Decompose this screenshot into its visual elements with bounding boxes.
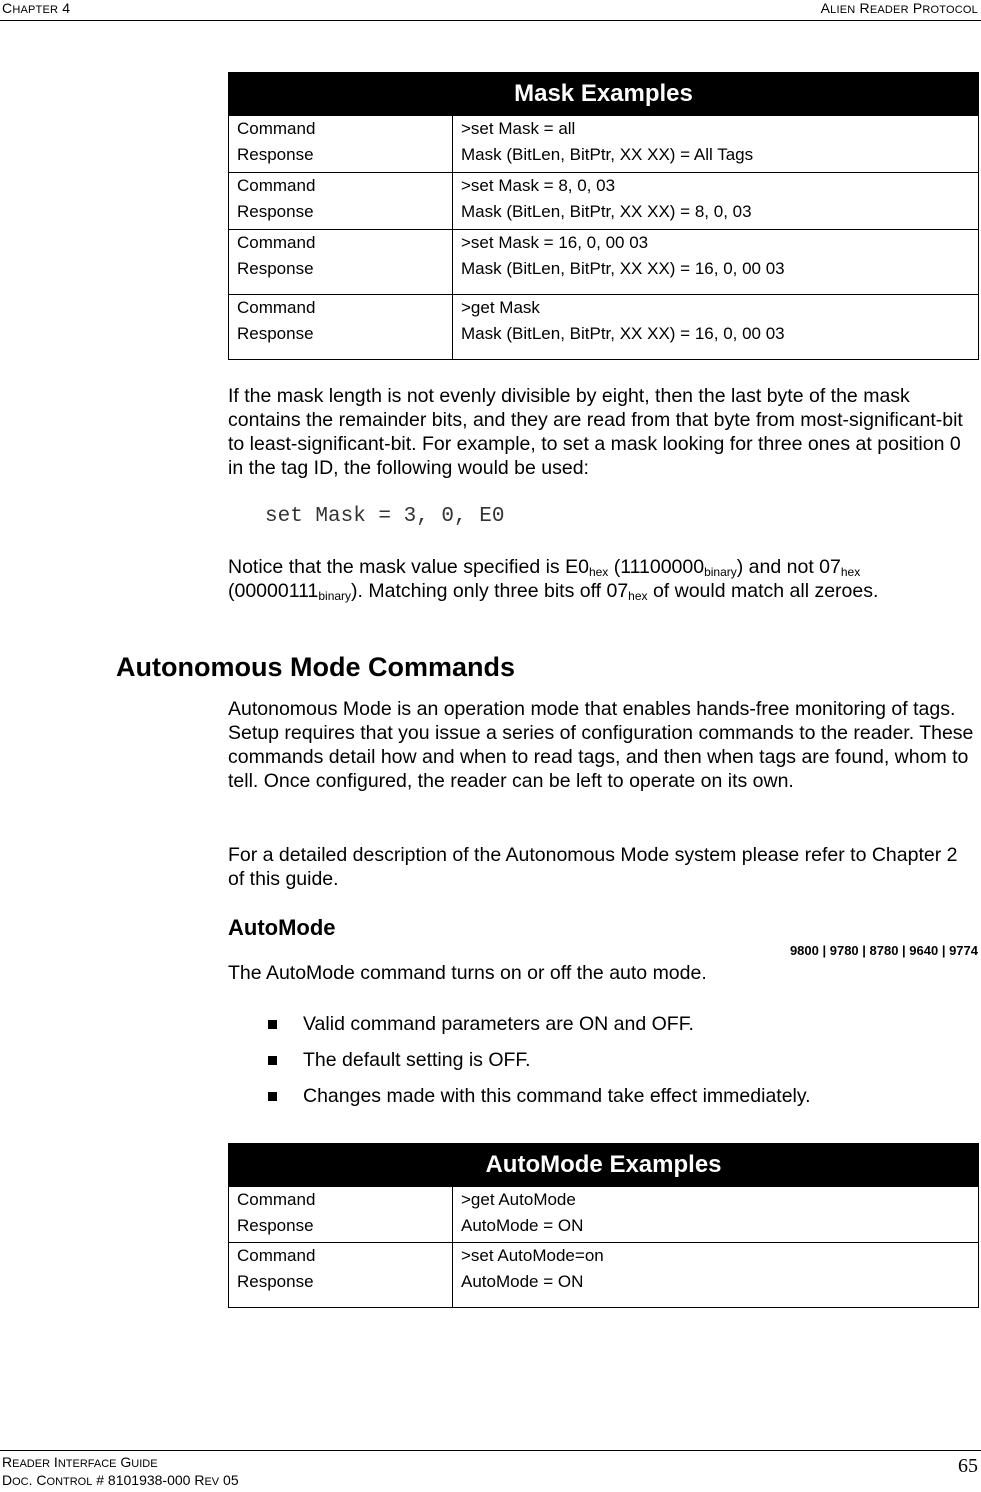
automode-description: The AutoMode command turns on or off the auto mode.: [228, 962, 707, 984]
footer-rule: [0, 1450, 981, 1451]
header-chapter: CHAPTER 4: [2, 0, 71, 16]
notice-paragraph: Notice that the mask value specified is $E0_{hex}$ $(11100000_{binary})$ and not $07_{hex}$ $(00000111_{binary})$. Matching only three bits off $07_{hex}$ of would match all zeroes.: [228, 556, 879, 603]
table-row: Command Response >get AutoMode AutoMode = ON: [229, 1187, 979, 1243]
footer-guide-title: READER INTERFACE GUIDE: [2, 1454, 158, 1470]
table-row: Command Response >get Mask Mask (BitLen, BitPtr, XX XX) = 16, 0, 00 03: [229, 295, 979, 360]
bullet-square-icon: [268, 1020, 277, 1029]
reader-models: 9800 | 9780 | 8780 | 9640 | 9774: [789, 943, 978, 958]
footer-doc-control: DOC. CONTROL # 8101938-000 REV 05: [2, 1472, 239, 1488]
list-item: The default setting is OFF.: [268, 1049, 811, 1085]
table-row: Command Response >set Mask = 16, 0, 00 03 Mask (BitLen, BitPtr, XX XX) = 16, 0, 00 03: [229, 230, 979, 295]
autonomous-mode-paragraph: Autonomous Mode is an operation mode that enables hands-free monitoring of tags. Setup requires that you issue a series of configuration commands to the reader. These commands detail how and when to read tags, and then when tags are found, whom to tell. Once configured, the reader can be left to operate on its own.: [228, 698, 974, 792]
bullet-square-icon: [268, 1056, 277, 1065]
table-row: Command Response >set Mask = 8, 0, 03 Mask (BitLen, BitPtr, XX XX) = 8, 0, 03: [229, 173, 979, 230]
header-rule: [0, 20, 981, 21]
table-row: Command Response >set Mask = all Mask (BitLen, BitPtr, XX XX) = All Tags: [229, 116, 979, 173]
list-item: Changes made with this command take effect immediately.: [268, 1085, 811, 1121]
mask-explanation-paragraph: If the mask length is not evenly divisible by eight, then the last byte of the mask contains the remainder bits, and they are read from that byte from most-significant-bit to least-significant-bit. For example, to set a mask looking for three ones at position 0 in the tag ID, the following would be used:: [228, 385, 963, 479]
header-title: ALIEN READER PROTOCOL: [820, 0, 978, 16]
section-heading: Autonomous Mode Commands: [116, 652, 515, 682]
page-number: 65: [958, 1455, 978, 1477]
automode-bullet-list: [268, 1013, 811, 1121]
bullet-square-icon: [268, 1092, 277, 1101]
automode-examples-title: AutoMode Examples: [229, 1144, 979, 1187]
mask-examples-title: Mask Examples: [229, 73, 979, 116]
automode-heading: AutoMode: [228, 915, 336, 940]
autonomous-reference-paragraph: For a detailed description of the Autonomous Mode system please refer to Chapter 2 of this guide.: [228, 844, 958, 890]
list-item: Valid command parameters are ON and OFF.: [268, 1013, 811, 1049]
code-example: set Mask = 3, 0, E0: [265, 505, 505, 528]
mask-examples-table: [228, 72, 979, 360]
automode-examples-table: [228, 1143, 979, 1308]
table-row: Command Response >set AutoMode=on AutoMode = ON: [229, 1243, 979, 1308]
